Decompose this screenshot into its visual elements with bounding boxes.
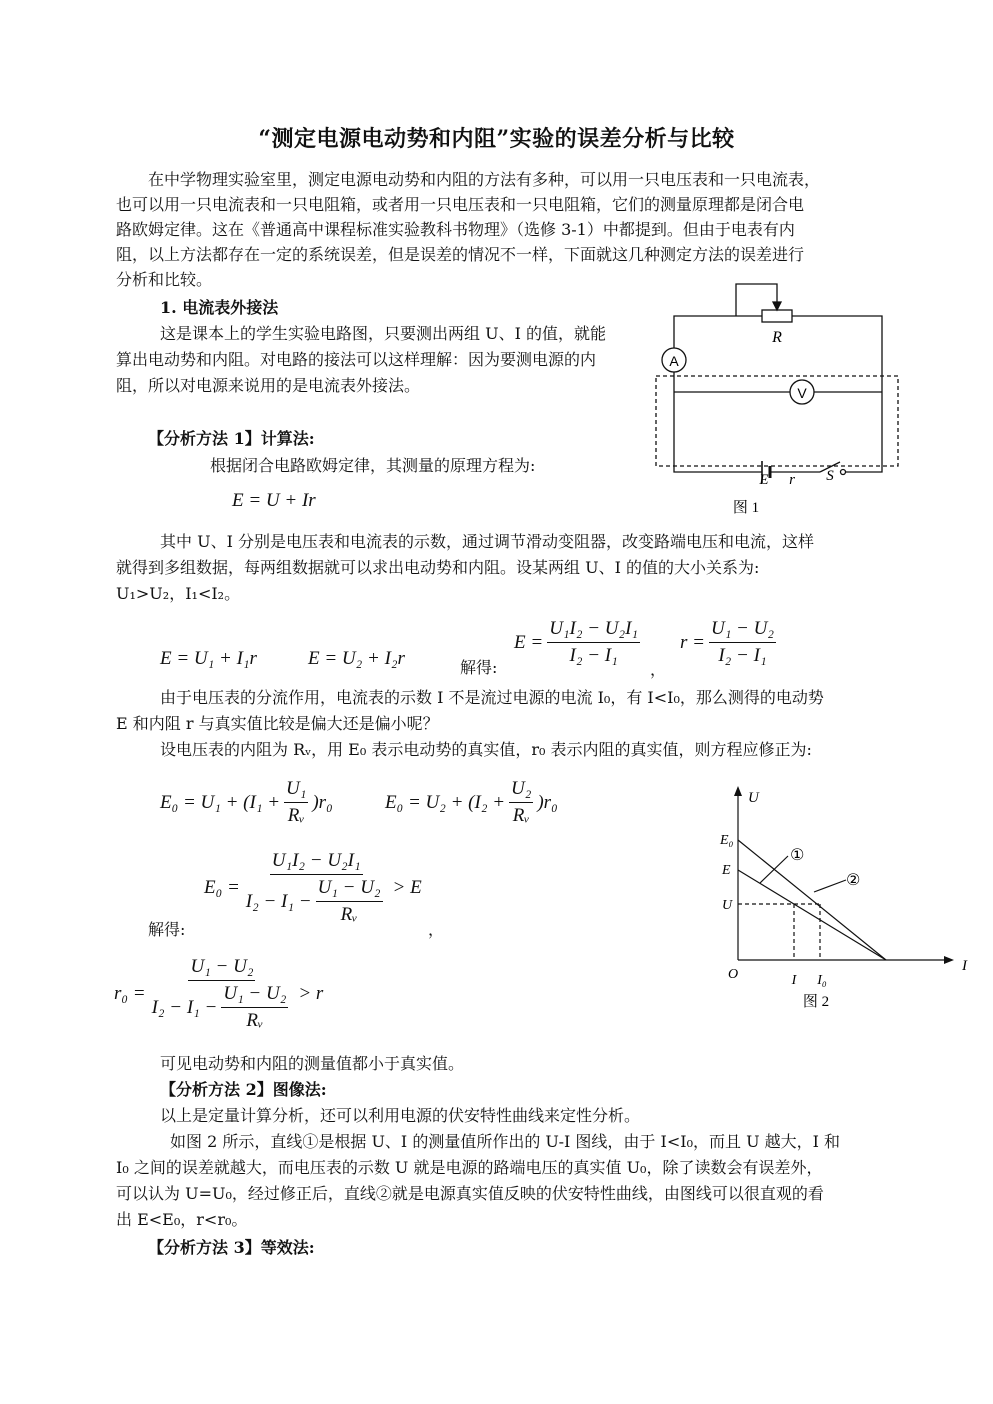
method-2-line-5: 出 E<E₀，r<r₀。 [116, 1210, 248, 1229]
switch-contact [841, 470, 846, 475]
eqE-fraction [547, 618, 640, 667]
method-1-para2-line-3: 设电压表的内阻为 Rᵥ，用 E₀ 表示电动势的真实值，r₀ 表示内阻的真实值，则方程应修正为: [160, 740, 812, 759]
equation-A [160, 778, 333, 827]
eqA-right: )r₀ [312, 791, 333, 813]
equation-B [385, 778, 558, 827]
eqB-denominator: Rᵥ [512, 805, 530, 826]
eqr-numerator: U₁ − U₂ [709, 618, 776, 643]
eqr0-den-denominator: Rᵥ [246, 1010, 264, 1031]
intro-line-1: 在中学物理实验室里，测定电源电动势和内阻的方法有多种，可以用一只电压表和一只电流表， [148, 170, 821, 189]
eqE0-den-a: I₂ − I₁ − [245, 890, 312, 912]
ui-graph [716, 784, 986, 1014]
eqE0-den-denominator: Rᵥ [340, 904, 358, 925]
label-V: V [797, 385, 807, 401]
eqr0-den-a: I₂ − I₁ − [151, 996, 218, 1018]
eqr0-numerator: U₁ − U₂ [188, 956, 255, 981]
axis-i-label: I [962, 958, 967, 974]
intro-line-3: 路欧姆定律。这在《普通高中课程标准实验教科书物理》（选修 3-1）中都提到。但由于电表有内 [116, 220, 795, 239]
eqB-left: E₀ = U₂ + (I₂ + [385, 791, 506, 813]
intro-line-5: 分析和比较。 [116, 270, 213, 289]
line-2-true [738, 840, 886, 960]
eqB-fraction [509, 778, 533, 827]
eqA-denominator: Rᵥ [287, 805, 305, 826]
method-3-heading: 【分析方法 3】等效法: [148, 1238, 315, 1257]
eqE0-numerator: U₁I₂ − U₂I₁ [270, 850, 363, 875]
eqr-left: r = [680, 631, 705, 653]
eqE0-right: > E [392, 877, 422, 898]
eqr-denominator: I₂ − I₁ [718, 645, 767, 666]
equation-r0 [114, 956, 323, 1032]
eqE-left: E = [514, 631, 544, 653]
equation-1: E = U₁ + I₁r [160, 648, 257, 669]
eqr0-den-fraction [221, 983, 288, 1032]
method-1-line: 根据闭合电路欧姆定律，其测量的原理方程为: [210, 456, 536, 475]
slider-arrow [773, 302, 781, 310]
comma-2: ， [428, 920, 445, 939]
e0-label: E₀ [720, 833, 734, 848]
tick-i0-label: I₀ [817, 973, 827, 988]
origin-label: O [728, 967, 739, 982]
dashed-box [656, 376, 898, 466]
eqr0-den-numerator: U₁ − U₂ [221, 983, 288, 1008]
equation-E-solved [514, 618, 644, 667]
solve-label-1: 解得: [460, 658, 498, 677]
line-2-label: ② [846, 870, 861, 889]
e-label: E [722, 863, 731, 878]
section-1-line-1: 这是课本上的学生实验电路图，只要测出两组 U、I 的值，就能 [160, 324, 606, 343]
eqE-numerator: U₁I₂ − U₂I₁ [547, 618, 640, 643]
eqr0-left: r₀ = [114, 983, 146, 1004]
eqE0-fraction [244, 850, 389, 926]
line-1-measured [738, 870, 886, 960]
page-title: “测定电源电动势和内阻”实验的误差分析与比较 [258, 126, 735, 152]
method-1-para1-line-2: 就得到多组数据，每两组数据就可以求出电动势和内阻。设某两组 U、I 的值的大小关系为: [116, 558, 760, 577]
eqB-right: )r₀ [537, 791, 558, 813]
eqE0-denominator [244, 875, 389, 926]
figure-1-circuit [650, 280, 910, 520]
eqA-numerator: U₁ [284, 778, 308, 803]
method-2-line-4: 可以认为 U=U₀，经过修正后，直线②就是电源真实值反映的伏安特性曲线，由图线可以很直观的看 [116, 1184, 824, 1203]
label-S: S [826, 468, 834, 484]
section-1-line-2: 算出电动势和内阻。对电路的接法可以这样理解：因为要测电源的内 [116, 350, 597, 369]
tick-i-label: I [791, 973, 797, 988]
method-2-line-2: 如图 2 所示，直线①是根据 U、I 的测量值所作出的 U-I 图线，由于 I<I₀，而且 U 越大，I 和 [170, 1132, 841, 1151]
comma-1: ， [650, 660, 667, 679]
method-1-para1-line-3: U₁>U₂，I₁<I₂。 [116, 584, 241, 603]
eqr0-denominator [150, 981, 295, 1032]
axis-u-arrow [734, 786, 742, 796]
figure-1-caption: 图 1 [732, 500, 760, 516]
eqr0-right: > r [298, 983, 324, 1004]
axis-i-arrow [944, 956, 954, 964]
label-r: r [789, 472, 795, 488]
line-1-label: ① [790, 845, 805, 864]
method-1-heading: 【分析方法 1】计算法: [148, 429, 315, 448]
eqr0-fraction [150, 956, 295, 1032]
leader-2 [814, 880, 846, 892]
wire-left [674, 372, 762, 472]
eqE0-left: E₀ = [204, 877, 240, 898]
eqA-left: E₀ = U₁ + (I₁ + [160, 791, 281, 813]
eqB-numerator: U₂ [509, 778, 533, 803]
equation-2: E = U₂ + I₂r [308, 648, 405, 669]
eqE0-den-numerator: U₁ − U₂ [316, 877, 383, 902]
section-1-line-3: 阻，所以对电源来说用的是电流表外接法。 [116, 376, 421, 395]
circuit-diagram [650, 280, 910, 520]
method-1-para1-line-1: 其中 U、I 分别是电压表和电流表的示数，通过调节滑动变阻器，改变路端电压和电流，这样 [160, 532, 814, 551]
axis-u-label: U [748, 790, 759, 806]
label-A: A [669, 353, 679, 369]
method-2-line-3: I₀ 之间的误差就越大，而电压表的示数 U 就是电源的路端电压的真实值 U₀，除了读数会有误差外， [116, 1158, 823, 1177]
wire-top-left [674, 316, 762, 360]
leader-1 [760, 856, 788, 883]
eqr-fraction [709, 618, 776, 667]
rheostat-body [762, 310, 792, 322]
equation-r-solved [680, 618, 780, 667]
method-2-line-1: 以上是定量计算分析，还可以利用电源的伏安特性曲线来定性分析。 [160, 1106, 641, 1125]
method-1-para2-line-1: 由于电压表的分流作用，电流表的示数 I 不是流过电源的电流 I₀，有 I<I₀，那么测得的电动势 [160, 688, 824, 707]
eqA-fraction [284, 778, 308, 827]
solve-label-2: 解得: [148, 920, 186, 939]
eqE0-den-fraction [316, 877, 383, 926]
section-1-heading: 1. 电流表外接法 [160, 298, 279, 317]
figure-2-graph [716, 784, 986, 1014]
label-E: E [759, 472, 769, 488]
method-2-heading: 【分析方法 2】图像法: [160, 1080, 327, 1099]
intro-line-4: 阻，以上方法都存在一定的系统误差，但是误差的情况不一样，下面就这几种测定方法的误差进行 [116, 245, 805, 264]
method-1-para2-line-2: E 和内阻 r 与真实值比较是偏大还是偏小呢？ [116, 714, 439, 733]
equation-E0 [204, 850, 422, 926]
figure-2-caption: 图 2 [802, 994, 830, 1010]
eqE-denominator: I₂ − I₁ [569, 645, 618, 666]
label-R: R [772, 329, 782, 346]
intro-line-2: 也可以用一只电流表和一只电阻箱，或者用一只电压表和一只电阻箱，它们的测量原理都是闭合电 [116, 195, 805, 214]
equation-main: E = U + Ir [232, 490, 316, 511]
u-label: U [722, 898, 733, 913]
method-1-conclusion: 可见电动势和内阻的测量值都小于真实值。 [160, 1054, 465, 1073]
